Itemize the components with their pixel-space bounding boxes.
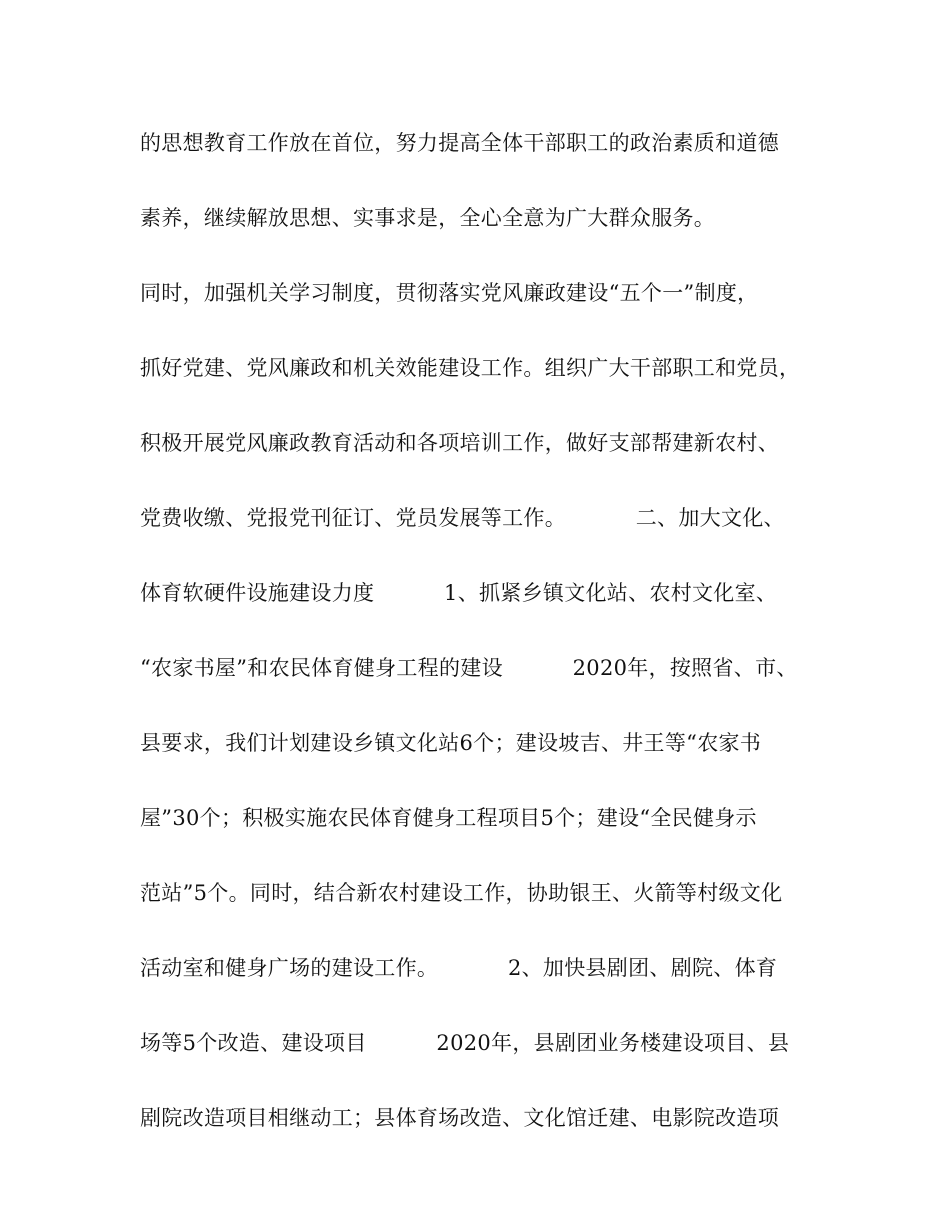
text-line: “农家书屋”和农民体育健身工程的建设 2020年，按照省、市、 xyxy=(140,656,798,680)
text-line: 剧院改造项目相继动工；县体育场改造、文化馆迁建、电影院改造项 xyxy=(140,1106,779,1130)
text-line: 活动室和健身广场的建设工作。 2、加快县剧团、剧院、体育 xyxy=(140,956,778,980)
text-line: 同时，加强机关学习制度，贯彻落实党风廉政建设“五个一”制度， xyxy=(140,281,759,305)
text-line: 的思想教育工作放在首位，努力提高全体干部职工的政治素质和道德 xyxy=(140,131,779,155)
text-line: 范站”5个。同时，结合新农村建设工作，协助银王、火箭等村级文化 xyxy=(140,881,783,905)
text-line: 屋”30个；积极实施农民体育健身工程项目5个；建设“全民健身示 xyxy=(140,806,757,830)
text-line: 场等5个改造、建设项目 2020年，县剧团业务楼建设项目、县 xyxy=(140,1031,790,1055)
text-line: 体育软硬件设施建设力度 1、抓紧乡镇文化站、农村文化室、 xyxy=(140,581,778,605)
text-line: 素养，继续解放思想、实事求是，全心全意为广大群众服务。 xyxy=(140,206,716,230)
text-line: 县要求，我们计划建设乡镇文化站6个；建设坡吉、井王等“农家书 xyxy=(140,731,762,755)
text-line: 积极开展党风廉政教育活动和各项培训工作，做好支部帮建新农村、 xyxy=(140,431,779,455)
body-text xyxy=(140,122,820,1172)
text-line: 抓好党建、党风廉政和机关效能建设工作。组织广大干部职工和党员， xyxy=(140,356,801,380)
text-line: 党费收缴、党报党刊征订、党员发展等工作。 二、加大文化、 xyxy=(140,506,785,530)
